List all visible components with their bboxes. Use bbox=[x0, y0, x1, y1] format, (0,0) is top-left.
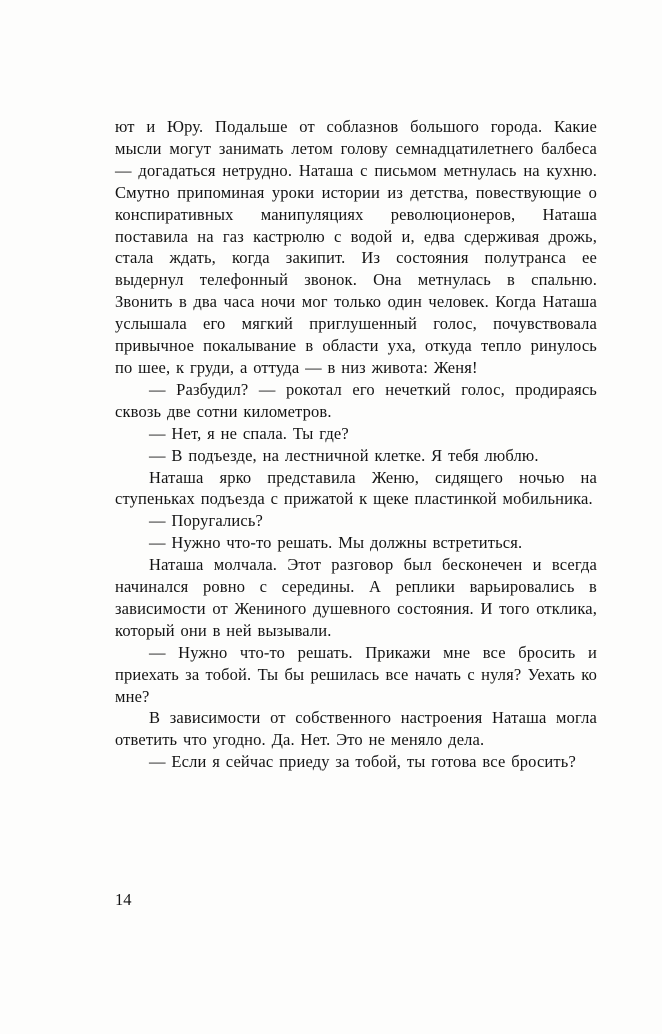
paragraph: — Нет, я не спала. Ты где? bbox=[149, 423, 349, 443]
paragraph: — Нужно что-то решать. Мы должны встретиться. bbox=[149, 533, 523, 553]
paragraph: ют и Юру. Подальше от соблазнов большого города. Какие мысли могут занимать летом голову семнадцатилетнего балбеса — догадаться нетрудно. Наташа с письмом метнулась на кухню. Смутно припоминая уроки истории из детства, повествующие о конспиративных манипуляциях революционеров, Наташа поставила на газ кастрюлю с водой и, едва сдерживая дрожь, стала ждать, когда закипит. Из состояния полутранса ее выдернул телефонный звонок. Она метнулась в спальню. Звонить в два часа ночи мог только один человек. Когда Наташа услышала его мягкий приглушенный голос, почувствовала привычное покалывание в области уха, откуда тепло ринулось по шее, к груди, а оттуда — в низ живота: Женя! bbox=[115, 117, 597, 377]
paragraph: — Нужно что-то решать. Прикажи мне все бросить и приехать за тобой. Ты бы решилась все начать с нуля? Уехать ко мне? bbox=[115, 642, 597, 706]
paragraph: — Разбудил? — рокотал его нечеткий голос, продираясь сквозь две сотни километров. bbox=[115, 379, 597, 421]
paragraph: — В подъезде, на лестничной клетке. Я тебя люблю. bbox=[149, 445, 539, 465]
paragraph: Наташа молчала. Этот разговор был бесконечен и всегда начинался ровно с середины. А реплики варьировались в зависимости от Жениного душевного состояния. И того отклика, который они в ней вызывали. bbox=[115, 555, 597, 640]
paragraph: — Если я сейчас приеду за тобой, ты готова все бросить? bbox=[149, 752, 576, 772]
page-number: 14 bbox=[115, 890, 132, 909]
text-column bbox=[115, 116, 597, 773]
paragraph: — Поругались? bbox=[149, 511, 263, 531]
paragraph: Наташа ярко представила Женю, сидящего ночью на ступеньках подъезда с прижатой к щеке пластинкой мобильника. bbox=[115, 467, 597, 509]
paragraph: В зависимости от собственного настроения Наташа могла ответить что угодно. Да. Нет. Это не меняло дела. bbox=[115, 708, 597, 750]
